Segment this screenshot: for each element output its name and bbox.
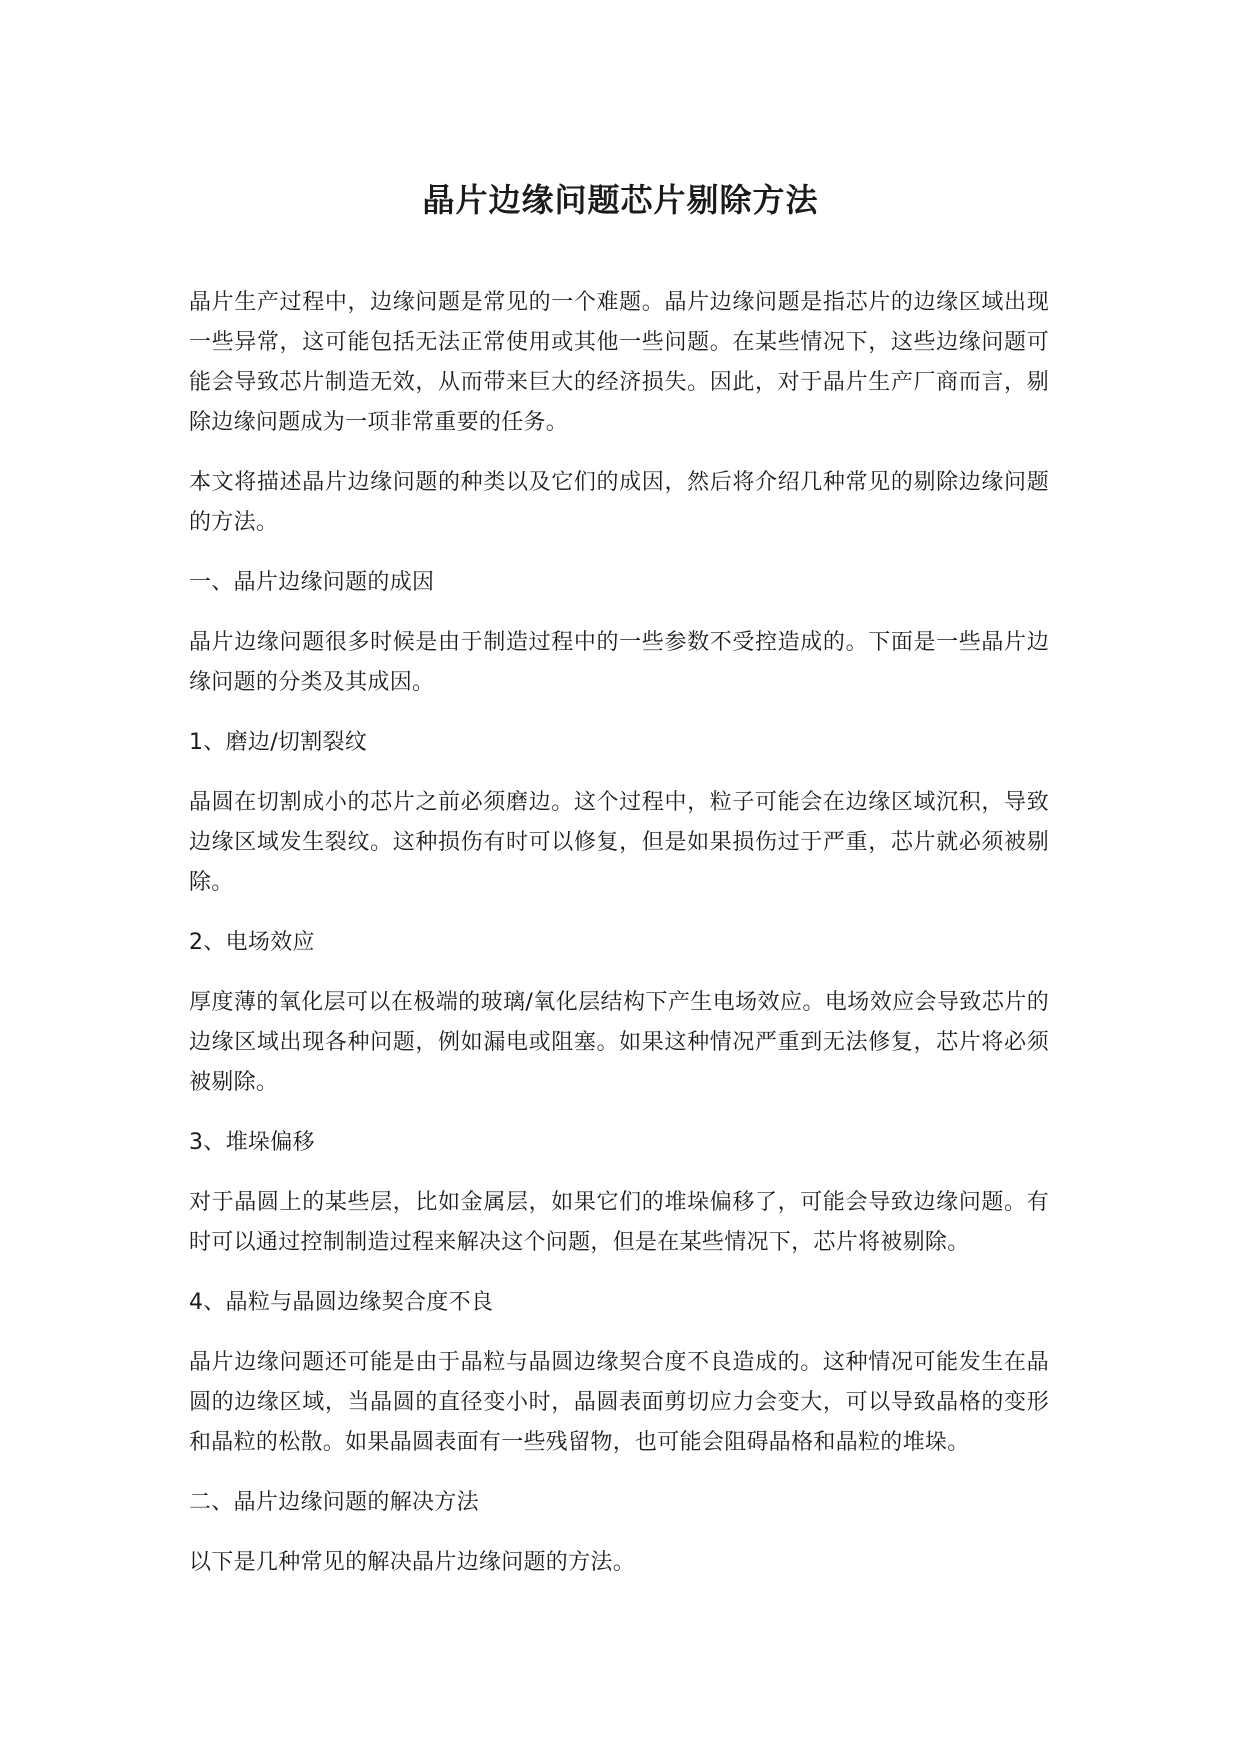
paragraph-causes-intro: 晶片边缘问题很多时候是由于制造过程中的一些参数不受控造成的。下面是一些晶片边缘问题的分类及其成因。 bbox=[189, 630, 1049, 695]
section-heading-solutions: 二、晶片边缘问题的解决方法 bbox=[189, 1490, 479, 1515]
subheading-grain-fit: 4、晶粒与晶圆边缘契合度不良 bbox=[189, 1290, 494, 1315]
document-title: 晶片边缘问题芯片剔除方法 bbox=[422, 181, 819, 219]
paragraph-overview: 本文将描述晶片边缘问题的种类以及它们的成因，然后将介绍几种常见的剔除边缘问题的方法。 bbox=[189, 470, 1049, 535]
subheading-field-effect: 2、电场效应 bbox=[189, 930, 315, 955]
paragraph-edge-cracks: 晶圆在切割成小的芯片之前必须磨边。这个过程中，粒子可能会在边缘区域沉积，导致边缘区域发生裂纹。这种损伤有时可以修复，但是如果损伤过于严重，芯片就必须被剔除。 bbox=[189, 790, 1049, 895]
paragraph-solutions-intro: 以下是几种常见的解决晶片边缘问题的方法。 bbox=[189, 1550, 636, 1575]
section-heading-causes: 一、晶片边缘问题的成因 bbox=[189, 570, 435, 595]
paragraph-field-effect: 厚度薄的氧化层可以在极端的玻璃/氧化层结构下产生电场效应。电场效应会导致芯片的边缘区域出现各种问题，例如漏电或阻塞。如果这种情况严重到无法修复，芯片将必须被剔除。 bbox=[189, 990, 1049, 1095]
document-body bbox=[189, 283, 1049, 1603]
paragraph-stack-offset: 对于晶圆上的某些层，比如金属层，如果它们的堆垛偏移了，可能会导致边缘问题。有时可以通过控制制造过程来解决这个问题，但是在某些情况下，芯片将被剔除。 bbox=[189, 1190, 1049, 1255]
paragraph-grain-fit: 晶片边缘问题还可能是由于晶粒与晶圆边缘契合度不良造成的。这种情况可能发生在晶圆的边缘区域，当晶圆的直径变小时，晶圆表面剪切应力会变大，可以导致晶格的变形和晶粒的松散。如果晶圆表面有一些残留物，也可能会阻碍晶格和晶粒的堆垛。 bbox=[189, 1350, 1049, 1455]
subheading-edge-cracks: 1、磨边/切割裂纹 bbox=[189, 730, 368, 755]
paragraph-intro: 晶片生产过程中，边缘问题是常见的一个难题。晶片边缘问题是指芯片的边缘区域出现一些异常，这可能包括无法正常使用或其他一些问题。在某些情况下，这些边缘问题可能会导致芯片制造无效，从而带来巨大的经济损失。因此，对于晶片生产厂商而言，剔除边缘问题成为一项非常重要的任务。 bbox=[189, 290, 1049, 435]
subheading-stack-offset: 3、堆垛偏移 bbox=[189, 1130, 315, 1155]
